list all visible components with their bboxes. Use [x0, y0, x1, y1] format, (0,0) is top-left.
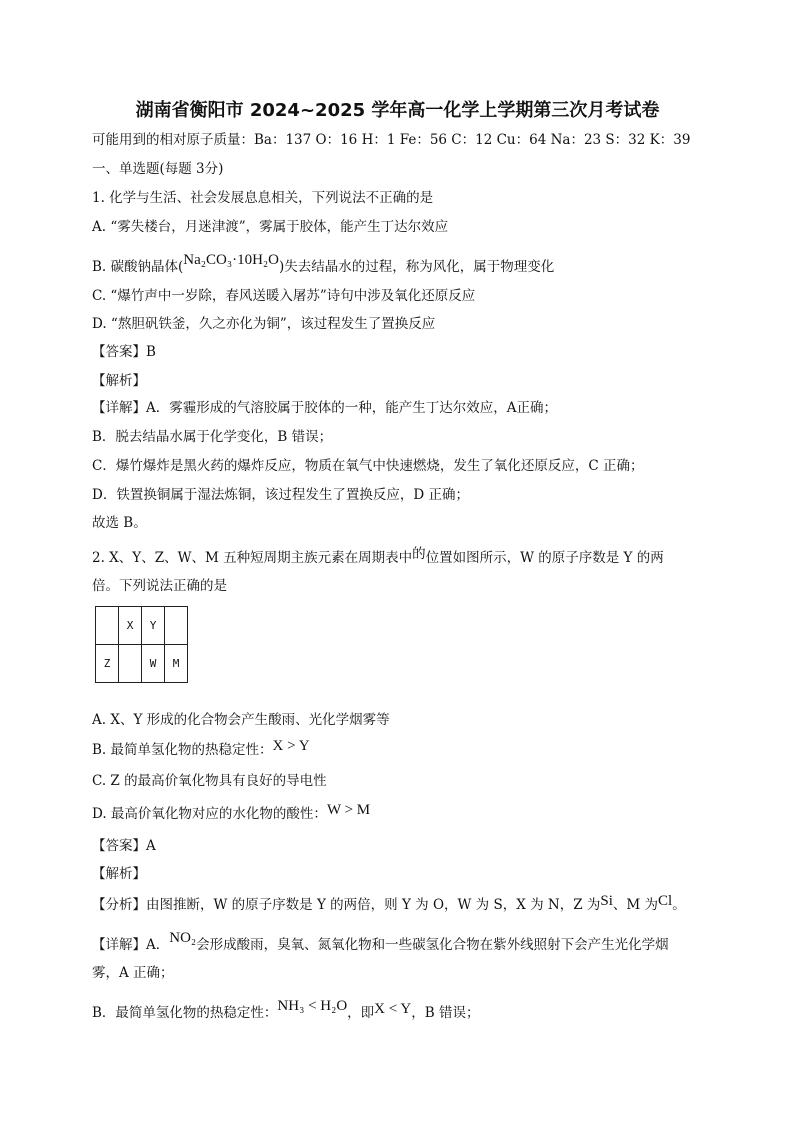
- q2-option-b-formula: X > Y: [272, 738, 310, 754]
- q2-fenxi-mid: 、M 为: [612, 897, 659, 913]
- q2-detail-a-cont: 雾，A 正确；: [92, 965, 174, 981]
- q1-detail-c: C．爆竹爆炸是黑火药的爆炸反应，物质在氧气中快速燃烧，发生了氧化还原反应，C 正确；: [92, 458, 644, 474]
- q2-stem-line2: 倍。下列说法正确的是: [92, 578, 227, 594]
- periodic-cell: X: [119, 607, 142, 645]
- periodic-cell: [96, 607, 119, 645]
- q2-detail-a: [92, 930, 669, 954]
- q2-fenxi-si: Si: [600, 893, 613, 909]
- q2-option-d: [92, 802, 371, 823]
- q1-detail-a: 【详解】A．雾霾形成的气溶胶属于胶体的一种，能产生丁达尔效应，A正确；: [92, 400, 557, 416]
- q2-detail-b-suffix: ，B 错误；: [411, 1005, 480, 1021]
- q1-answer: 【答案】B: [92, 344, 156, 360]
- q2-option-b-prefix: B. 最简单氢化物的热稳定性：: [92, 742, 273, 758]
- q2-option-b: [92, 738, 310, 759]
- periodic-cell: [119, 645, 142, 683]
- periodic-cell: W: [142, 645, 165, 683]
- q2-detail-a-text: 会形成酸雨，臭氧、氮氧化物和一些碳氢化合物在紫外线照射下会产生光化学烟: [196, 937, 669, 953]
- q2-analysis-label: 【解析】: [92, 866, 146, 882]
- q1-option-a: A. “雾失楼台，月迷津渡”，雾属于胶体，能产生丁达尔效应: [92, 219, 449, 235]
- q2-answer: 【答案】A: [92, 838, 156, 854]
- q1-option-b-formula: Na₂CO₃·10H₂O: [183, 252, 279, 268]
- q2-option-d-prefix: D. 最高价氧化物对应的水化物的酸性：: [92, 806, 327, 822]
- q1-detail-b: B．脱去结晶水属于化学变化，B 错误；: [92, 429, 333, 445]
- q2-fenxi-cl: Cl: [658, 893, 673, 909]
- periodic-table-figure: [95, 606, 188, 683]
- q1-option-c: C. “爆竹声中一岁除，春风送暖入屠苏”诗句中涉及氧化还原反应: [92, 288, 476, 304]
- q2-detail-b-prefix: B．最简单氢化物的热稳定性：: [92, 1005, 278, 1021]
- q2-detail-b: [92, 998, 480, 1022]
- section-heading: 一、单选题(每题 3分): [92, 161, 224, 177]
- q1-stem: 1. 化学与生活、社会发展息息相关，下列说法不正确的是: [92, 190, 434, 206]
- periodic-row: [96, 607, 188, 645]
- q2-detail-b-mid: ，即: [347, 1005, 375, 1021]
- q2-detail-b-formula2: X < Y: [374, 1001, 412, 1017]
- q1-conclusion: 故选 B。: [92, 515, 147, 531]
- periodic-cell: M: [165, 645, 188, 683]
- q2-detail-a-formula: NO₂: [169, 930, 197, 946]
- periodic-row: [96, 645, 188, 683]
- q2-detail-a-prefix: 【详解】A．: [92, 937, 170, 953]
- q2-option-d-formula: W > M: [326, 802, 371, 818]
- atomic-masses-line: 可能用到的相对原子质量：Ba：137 O：16 H：1 Fe：56 C：12 Cu：64 Na：23 S：32 K：39: [92, 132, 691, 148]
- q2-stem-line1: [92, 546, 664, 567]
- q1-option-b-prefix: B. 碳酸钠晶体(: [92, 259, 184, 275]
- q2-option-a: A. X、Y 形成的化合物会产生酸雨、光化学烟雾等: [92, 712, 390, 728]
- q2-stem-suffix: 位置如图所示，W 的原子序数是 Y 的两: [425, 550, 664, 566]
- q2-fenxi-text: 【分析】由图推断，W 的原子序数是 Y 的两倍，则 Y 为 O，W 为 S，X 为 N，Z 为: [92, 897, 601, 913]
- periodic-cell: Z: [96, 645, 119, 683]
- q2-stem-prefix: 2. X、Y、Z、W、M 五种短周期主族元素在周期表中: [92, 550, 413, 566]
- q2-detail-b-formula: NH₃ < H₂O: [277, 998, 348, 1014]
- q1-option-b-suffix: )失去结晶水的过程，称为风化，属于物理变化: [278, 259, 555, 275]
- q1-detail-d: D．铁置换铜属于湿法炼铜，该过程发生了置换反应，D 正确；: [92, 487, 469, 503]
- q1-option-d: D. “熬胆矾铁釜，久之亦化为铜”，该过程发生了置换反应: [92, 316, 436, 332]
- q1-option-b: [92, 252, 555, 276]
- q2-stem-de: 的: [412, 546, 426, 562]
- q2-option-c: C. Z 的最高价氧化物具有良好的导电性: [92, 773, 327, 789]
- page-title: 湖南省衡阳市 2024~2025 学年高一化学上学期第三次月考试卷: [135, 100, 660, 121]
- q2-fenxi-end: 。: [672, 897, 686, 913]
- periodic-cell: [165, 607, 188, 645]
- q2-fenxi: [92, 893, 686, 914]
- periodic-cell: Y: [142, 607, 165, 645]
- q1-analysis-label: 【解析】: [92, 373, 146, 389]
